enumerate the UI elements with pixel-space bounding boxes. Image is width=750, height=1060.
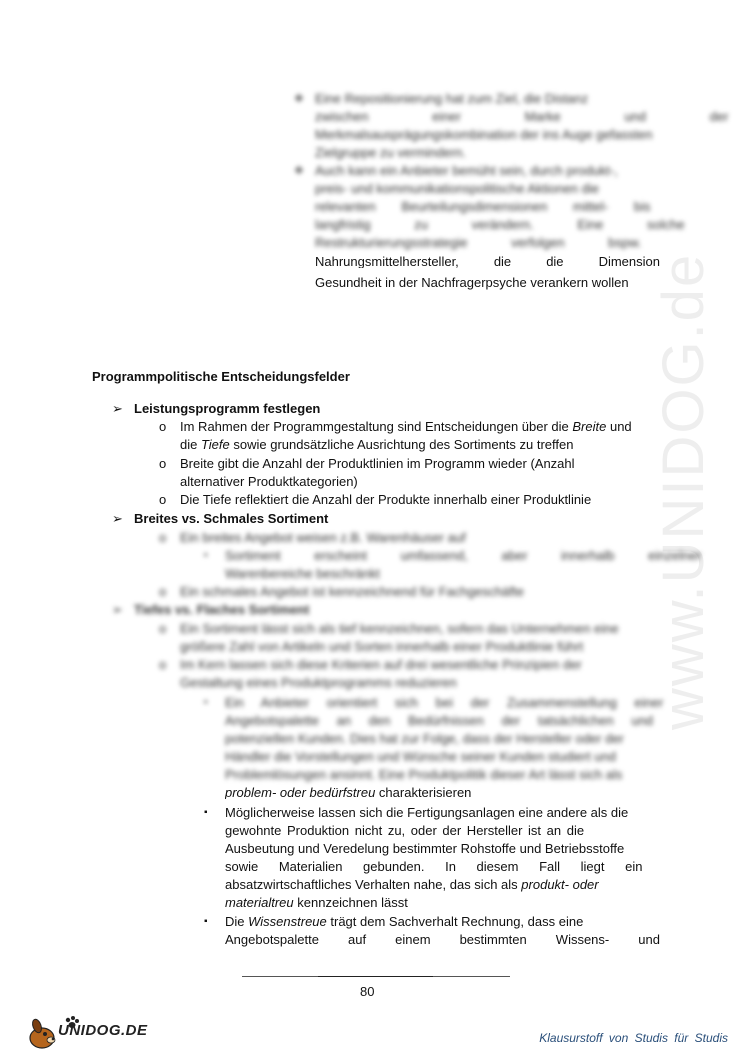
text-line: Die Tiefe reflektiert die Anzahl der Produkte innerhalb einer Produktlinie [180, 492, 592, 507]
blurred-line: Auch kann ein Anbieter bemüht sein, durch produkt-, [315, 163, 618, 178]
leistungsprogramm-heading: Leistungsprogramm festlegen [134, 401, 321, 416]
text-line [225, 931, 660, 949]
text-line: alternativer Produktkategorien) [180, 474, 358, 489]
word: Dimension [598, 256, 660, 268]
blurred-line: Restrukturierungsstrategie verfolgen bspw. [315, 235, 642, 250]
text-line: Möglicherweise lassen sich die Fertigungsanlagen eine andere als die [225, 805, 629, 820]
square-bullet-icon: ▪ [204, 697, 208, 708]
footer-tagline: Klausurstoff von Studis für Studis [539, 1031, 728, 1045]
square-bullet-icon: ▪ [204, 807, 208, 818]
page-number: 80 [360, 984, 375, 999]
word: die [493, 256, 512, 268]
text-line: sowie Materialien gebunden. In diesem Fall liegt ein [225, 859, 643, 874]
blurred-line: Merkmalsausprägungskombination der ins Auge gefassten [315, 127, 653, 142]
word: bestimmten [459, 932, 527, 947]
watermark [650, 252, 750, 740]
diamond-bullet-icon: ❖ [294, 93, 304, 105]
blurred-line: zwischen einer Marke und der [315, 109, 729, 124]
arrow-bullet-icon: ➢ [112, 602, 123, 617]
word: und [638, 932, 660, 947]
word: Nahrungsmittelhersteller, [315, 256, 459, 268]
blurred-line: Ein Sortiment lässt sich als tief kennzeichnen, sofern das Unternehmen eine [180, 621, 619, 636]
text-line: Gesundheit in der Nachfragerpsyche verankern wollen [315, 275, 629, 290]
word: auf [348, 932, 367, 947]
text-line: materialtreu kennzeichnen lässt [225, 895, 408, 910]
circle-bullet-icon: o [159, 492, 167, 507]
circle-bullet-icon: o [159, 456, 167, 471]
circle-bullet-icon: o [159, 419, 167, 434]
text-line: Ausbeutung und Veredelung bestimmter Rohstoffe und Betriebsstoffe [225, 841, 625, 856]
clipped-text-line: problem- oder bedürfstreu charakterisieren [225, 787, 472, 799]
blurred-line: Angebotspalette an den Bedürfnissen der tatsächlichen und [225, 713, 654, 728]
blurred-line: Ein schmales Angebot ist kennzeichnend für Fachgeschäfte [180, 584, 524, 599]
blurred-line: Ein Anbieter orientiert sich bei der Zusammenstellung einer [225, 695, 664, 710]
blurred-line: Ein breites Angebot weisen z.B. Warenhäuser auf [180, 530, 466, 545]
text-line: absatzwirtschaftliches Verhalten nahe, das sich als produkt- oder [225, 877, 599, 892]
blurred-line: Sortiment erscheint umfassend, aber innerhalb einzelner [225, 548, 701, 563]
tiefes-heading: Tiefes vs. Flaches Sortiment [134, 602, 310, 617]
blurred-line: Problemlösungen ansinnt. Eine Produktpolitik dieser Art lässt sich als [225, 767, 623, 782]
blurred-line: Eine Repositionierung hat zum Ziel, die Distanz [315, 91, 589, 106]
watermark-text: www.UNIDOG.de [651, 252, 716, 730]
text-line: gewohnte Produktion nicht zu, oder der Hersteller ist an die [225, 823, 585, 838]
clipped-text-line [315, 256, 660, 268]
circle-bullet-icon: o [159, 530, 167, 545]
blurred-line: größere Zahl von Artikeln und Sorten innerhalb einer Produktlinie führt [180, 639, 584, 654]
text-line: die Tiefe sowie grundsätzliche Ausrichtung des Sortiments zu treffen [180, 437, 574, 452]
blurred-line: Zielgruppe zu vermindern. [315, 145, 467, 160]
word: die [546, 256, 564, 268]
arrow-bullet-icon: ➢ [112, 401, 123, 416]
circle-bullet-icon: o [159, 657, 167, 672]
blurred-line: Im Kern lassen sich diese Kriterien auf drei wesentliche Prinzipien der [180, 657, 582, 672]
text-line: Die Wissenstreue trägt dem Sachverhalt Rechnung, dass eine [225, 914, 584, 929]
footer-rule-accent [318, 976, 433, 977]
diamond-bullet-icon: ❖ [294, 165, 304, 177]
blurred-line: Händler die Vorstellungen und Wünsche seiner Kunden studiert und [225, 749, 616, 764]
word: einem [395, 932, 431, 947]
blurred-line: Gestaltung eines Produktprogramms reduzieren [180, 675, 457, 690]
square-bullet-icon: ▪ [204, 550, 208, 561]
blurred-line: preis- und kommunikationspolitische Aktionen die [315, 181, 599, 196]
text-line: Im Rahmen der Programmgestaltung sind Entscheidungen über die Breite und [180, 419, 632, 434]
word: Wissens- [555, 932, 610, 947]
breites-heading: Breites vs. Schmales Sortiment [134, 511, 329, 526]
blurred-line: Warenbereiche beschränkt [225, 566, 380, 581]
logo-text: UNIDOG.DE [58, 1022, 148, 1039]
word: Angebotspalette [225, 932, 319, 947]
blurred-line: relevanten Beurteilungsdimensionen mittel- bis [315, 199, 651, 214]
blurred-line: potenziellen Kunden. Dies hat zur Folge, dass der Hersteller oder der [225, 731, 624, 746]
section-title: Programmpolitische Entscheidungsfelder [92, 369, 350, 384]
square-bullet-icon: ▪ [204, 916, 208, 927]
blurred-line: langfristig zu verändern. Eine solche [315, 217, 685, 232]
circle-bullet-icon: o [159, 584, 167, 599]
arrow-bullet-icon: ➢ [112, 511, 123, 526]
circle-bullet-icon: o [159, 621, 167, 636]
text-line: Breite gibt die Anzahl der Produktlinien im Programm wieder (Anzahl [180, 456, 575, 471]
